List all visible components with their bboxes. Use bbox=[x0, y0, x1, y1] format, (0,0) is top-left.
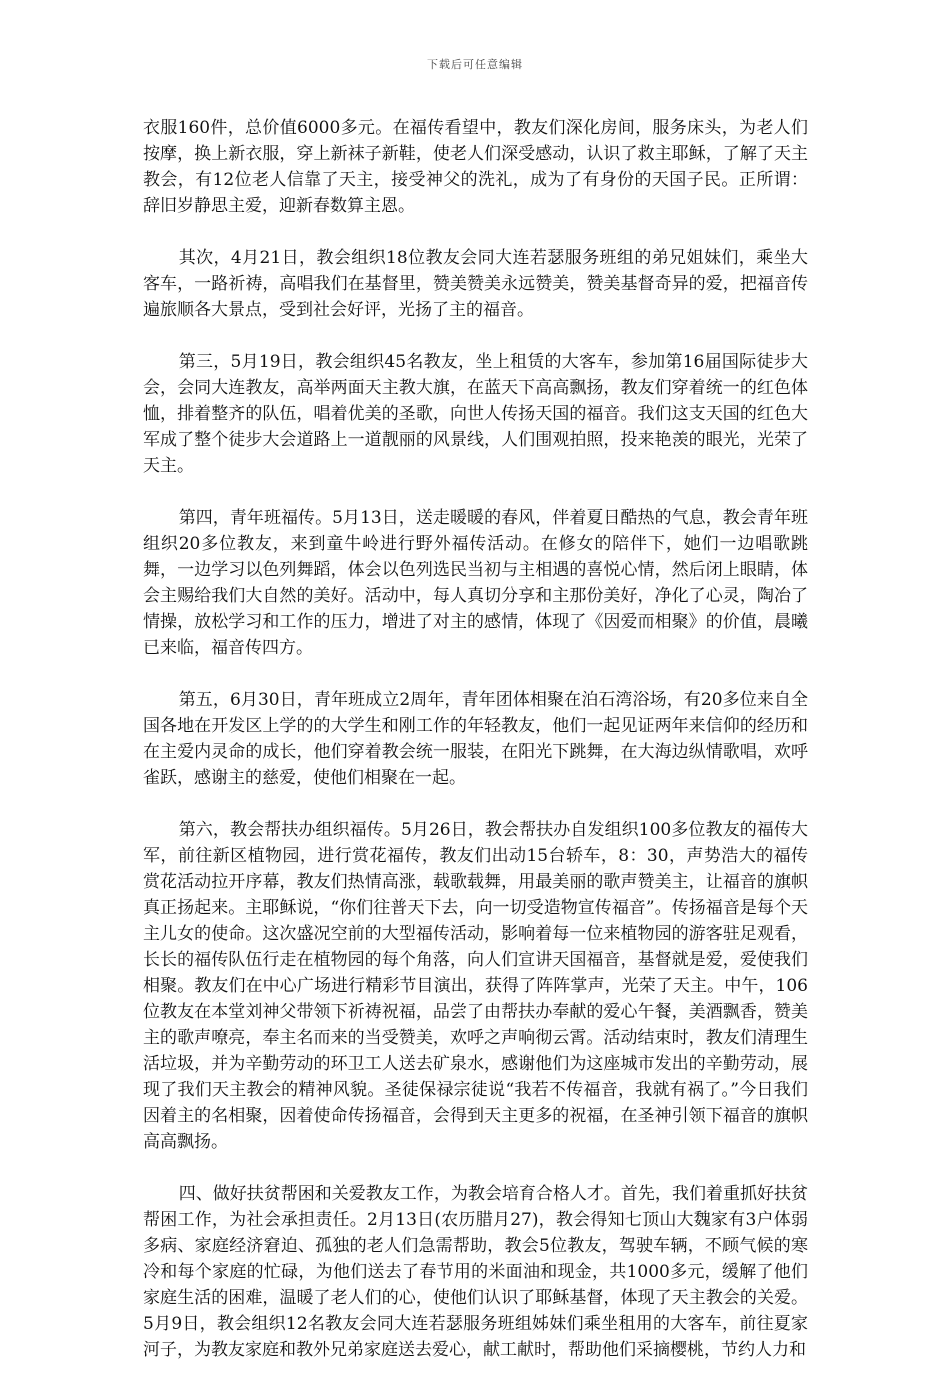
paragraph-6: 第六，教会帮扶办组织福传。5月26日，教会帮扶办自发组织100多位教友的福传大军，前往新区植物园，进行赏花福传，教友们出动15台轿车，8：30，声势浩大的福传赏花活动拉开序幕，教友们热情高涨，载歌载舞，用最美丽的歌声赞美主，让福音的旗帜真正扬起来。主耶稣说，“你们往普天下去，向一切受造物宣传福音”。传扬福音是每个天主儿女的使命。这次盛况空前的大型福传活动，影响着每一位来植物园的游客驻足观看，长长的福传队伍行走在植物园的每个角落，向人们宣讲天国福音，基督就是爱，爱使我们相聚。教友们在中心广场进行精彩节目演出，获得了阵阵掌声，光荣了天主。中午，106位教友在本堂刘神父带领下祈祷祝福，品尝了由帮扶办奉献的爱心午餐，美酒飘香，赞美主的歌声嘹亮，奉主名而来的当受赞美，欢呼之声响彻云霄。活动结束时，教友们清理生活垃圾，并为辛勤劳动的环卫工人送去矿泉水，感谢他们为这座城市发出的辛勤劳动，展现了我们天主教会的精神风貌。圣徒保禄宗徒说“我若不传福音，我就有祸了。”今日我们因着主的名相聚，因着使命传扬福音，会得到天主更多的祝福，在圣神引领下福音的旗帜高高飘扬。 bbox=[143, 820, 808, 1152]
paragraph-4: 第四，青年班福传。5月13日，送走暖暖的春风，伴着夏日酷热的气息，教会青年班组织20多位教友，来到童牛岭进行野外福传活动。在修女的陪伴下，她们一边唱歌跳舞，一边学习以色列舞蹈，体会以色列选民当初与主相遇的喜悦心情，然后闭上眼睛，体会主赐给我们大自然的美好。活动中，每人真切分享和主那份美好，净化了心灵，陶冶了情操，放松学习和工作的压力，增进了对主的感情，体现了《因爱而相聚》的价值，晨曦已来临，福音传四方。 bbox=[143, 508, 808, 658]
page-header-note: 下载后可任意编辑 bbox=[427, 58, 523, 71]
paragraph-5: 第五，6月30日，青年班成立2周年，青年团体相聚在泊石湾浴场，有20多位来自全国各地在开发区上学的的大学生和刚工作的年轻教友，他们一起见证两年来信仰的经历和在主爱内灵命的成长，他们穿着教会统一服装，在阳光下跳舞，在大海边纵情歌唱，欢呼雀跃，感谢主的慈爱，使他们相聚在一起。 bbox=[143, 690, 808, 788]
document-body bbox=[143, 115, 808, 1389]
paragraph-2: 其次，4月21日，教会组织18位教友会同大连若瑟服务班组的弟兄姐妹们，乘坐大客车，一路祈祷，高唱我们在基督里，赞美赞美永远赞美，赞美基督奇异的爱，把福音传遍旅顺各大景点，受到社会好评，光扬了主的福音。 bbox=[143, 248, 808, 320]
paragraph-7: 四、做好扶贫帮困和关爱教友工作，为教会培育合格人才。首先，我们着重抓好扶贫帮困工作，为社会承担责任。2月13日(农历腊月27)，教会得知七顶山大魏家有3户体弱多病、家庭经济窘迫、孤独的老人们急需帮助，教会5位教友，驾驶车辆，不顾气候的寒冷和每个家庭的忙碌，为他们送去了春节用的米面油和现金，共1000多元，缓解了他们家庭生活的困难，温暖了老人们的心，使他们认识了耶稣基督，体现了天主教会的关爱。5月9日，教会组织12名教友会同大连若瑟服务班组姊妹们乘坐租用的大客车，前往夏家河子，为教友家庭和教外兄弟家庭送去爱心，献工献时，帮助他们采摘樱桃，节约人力和 bbox=[143, 1184, 808, 1360]
paragraph-3: 第三，5月19日，教会组织45名教友，坐上租赁的大客车，参加第16届国际徒步大会，会同大连教友，高举两面天主教大旗，在蓝天下高高飘扬，教友们穿着统一的红色体恤，排着整齐的队伍，唱着优美的圣歌，向世人传扬天国的福音。我们这支天国的红色大军成了整个徒步大会道路上一道靓丽的风景线，人们围观拍照，投来艳羡的眼光，光荣了天主。 bbox=[143, 352, 808, 476]
paragraph-1: 衣服160件，总价值6000多元。在福传看望中，教友们深化房间，服务床头，为老人们按摩，换上新衣服，穿上新袜子新鞋，使老人们深受感动，认识了救主耶稣，了解了天主教会，有12位老人信靠了天主，接受神父的洗礼，成为了有身份的天国子民。正所谓：辞旧岁静思主爱，迎新春数算主恩。 bbox=[143, 118, 808, 216]
